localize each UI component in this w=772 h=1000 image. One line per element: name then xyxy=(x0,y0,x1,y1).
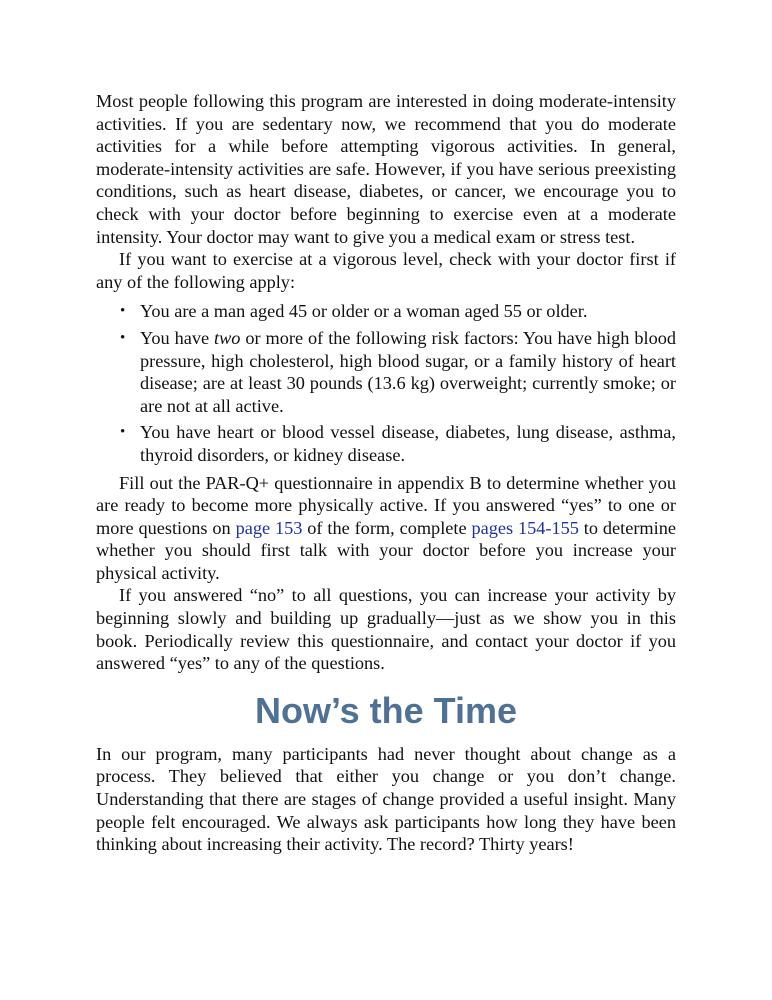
bullet-icon: • xyxy=(120,329,126,346)
pages-154-155-link[interactable]: pages 154-155 xyxy=(471,517,579,538)
paragraph-parq xyxy=(96,472,676,585)
paragraph-program: In our program, many participants had never thought about change as a process. They believed that either you change or you don’t change. Understanding that there are stages of change provided a useful insight. Many people felt encouraged. We always ask participants how long they have been thinking about increasing their activity. The record? Thirty years! xyxy=(96,743,676,855)
list-item-emphasis: two xyxy=(214,327,241,348)
section-heading: Now’s the Time xyxy=(254,689,518,731)
parq-text-pre: Fill out the PAR-Q+ questionnaire in appendix B to determine whether you are ready to become more physically active. If you answered “yes” to one or more questions on xyxy=(96,472,676,538)
parq-text-post: to determine whether you should first talk with your doctor before you increase your physical activity. xyxy=(96,517,676,583)
paragraph-vigorous-check: If you want to exercise at a vigorous level, check with your doctor first if any of the following apply: xyxy=(96,249,676,292)
paragraph-intro: Most people following this program are interested in doing moderate-intensity activities. If you are sedentary now, we recommend that you do moderate activities for a while before attempting vigorous activities. In general, moderate-intensity activities are safe. However, if you have serious preexisting conditions, such as heart disease, diabetes, or cancer, we encourage you to check with your doctor before beginning to exercise even at a moderate intensity. Your doctor may want to give you a medical exam or stress test. xyxy=(96,91,676,247)
list-item-text: You have heart or blood vessel disease, diabetes, lung disease, asthma, thyroid disorders, or kidney disease. xyxy=(140,422,676,465)
list-item xyxy=(120,421,676,466)
bullet-icon: • xyxy=(120,303,126,320)
list-item xyxy=(120,300,676,323)
list-item xyxy=(120,327,676,417)
risk-list xyxy=(96,300,676,466)
document-page xyxy=(96,90,676,856)
paragraph-answered-no: If you answered “no” to all questions, you can increase your activity by beginning slowly and building up gradually—just as we show you in this book. Periodically review this questionnaire, and contact your doctor if you answered “yes” to any of the questions. xyxy=(96,585,676,674)
list-item-text: You are a man aged 45 or older or a woman aged 55 or older. xyxy=(140,301,588,322)
list-item-text-pre: You have xyxy=(140,327,215,348)
list-item-text-post: or more of the following risk factors: You have high blood pressure, high cholesterol, high blood sugar, or a family history of heart disease; are at least 30 pounds (13.6 kg) overweight; currently smoke; or are not at all active. xyxy=(140,327,676,416)
parq-text-mid: of the form, complete xyxy=(302,517,472,538)
bullet-icon: • xyxy=(120,424,126,441)
page-153-link[interactable]: page 153 xyxy=(235,517,303,538)
